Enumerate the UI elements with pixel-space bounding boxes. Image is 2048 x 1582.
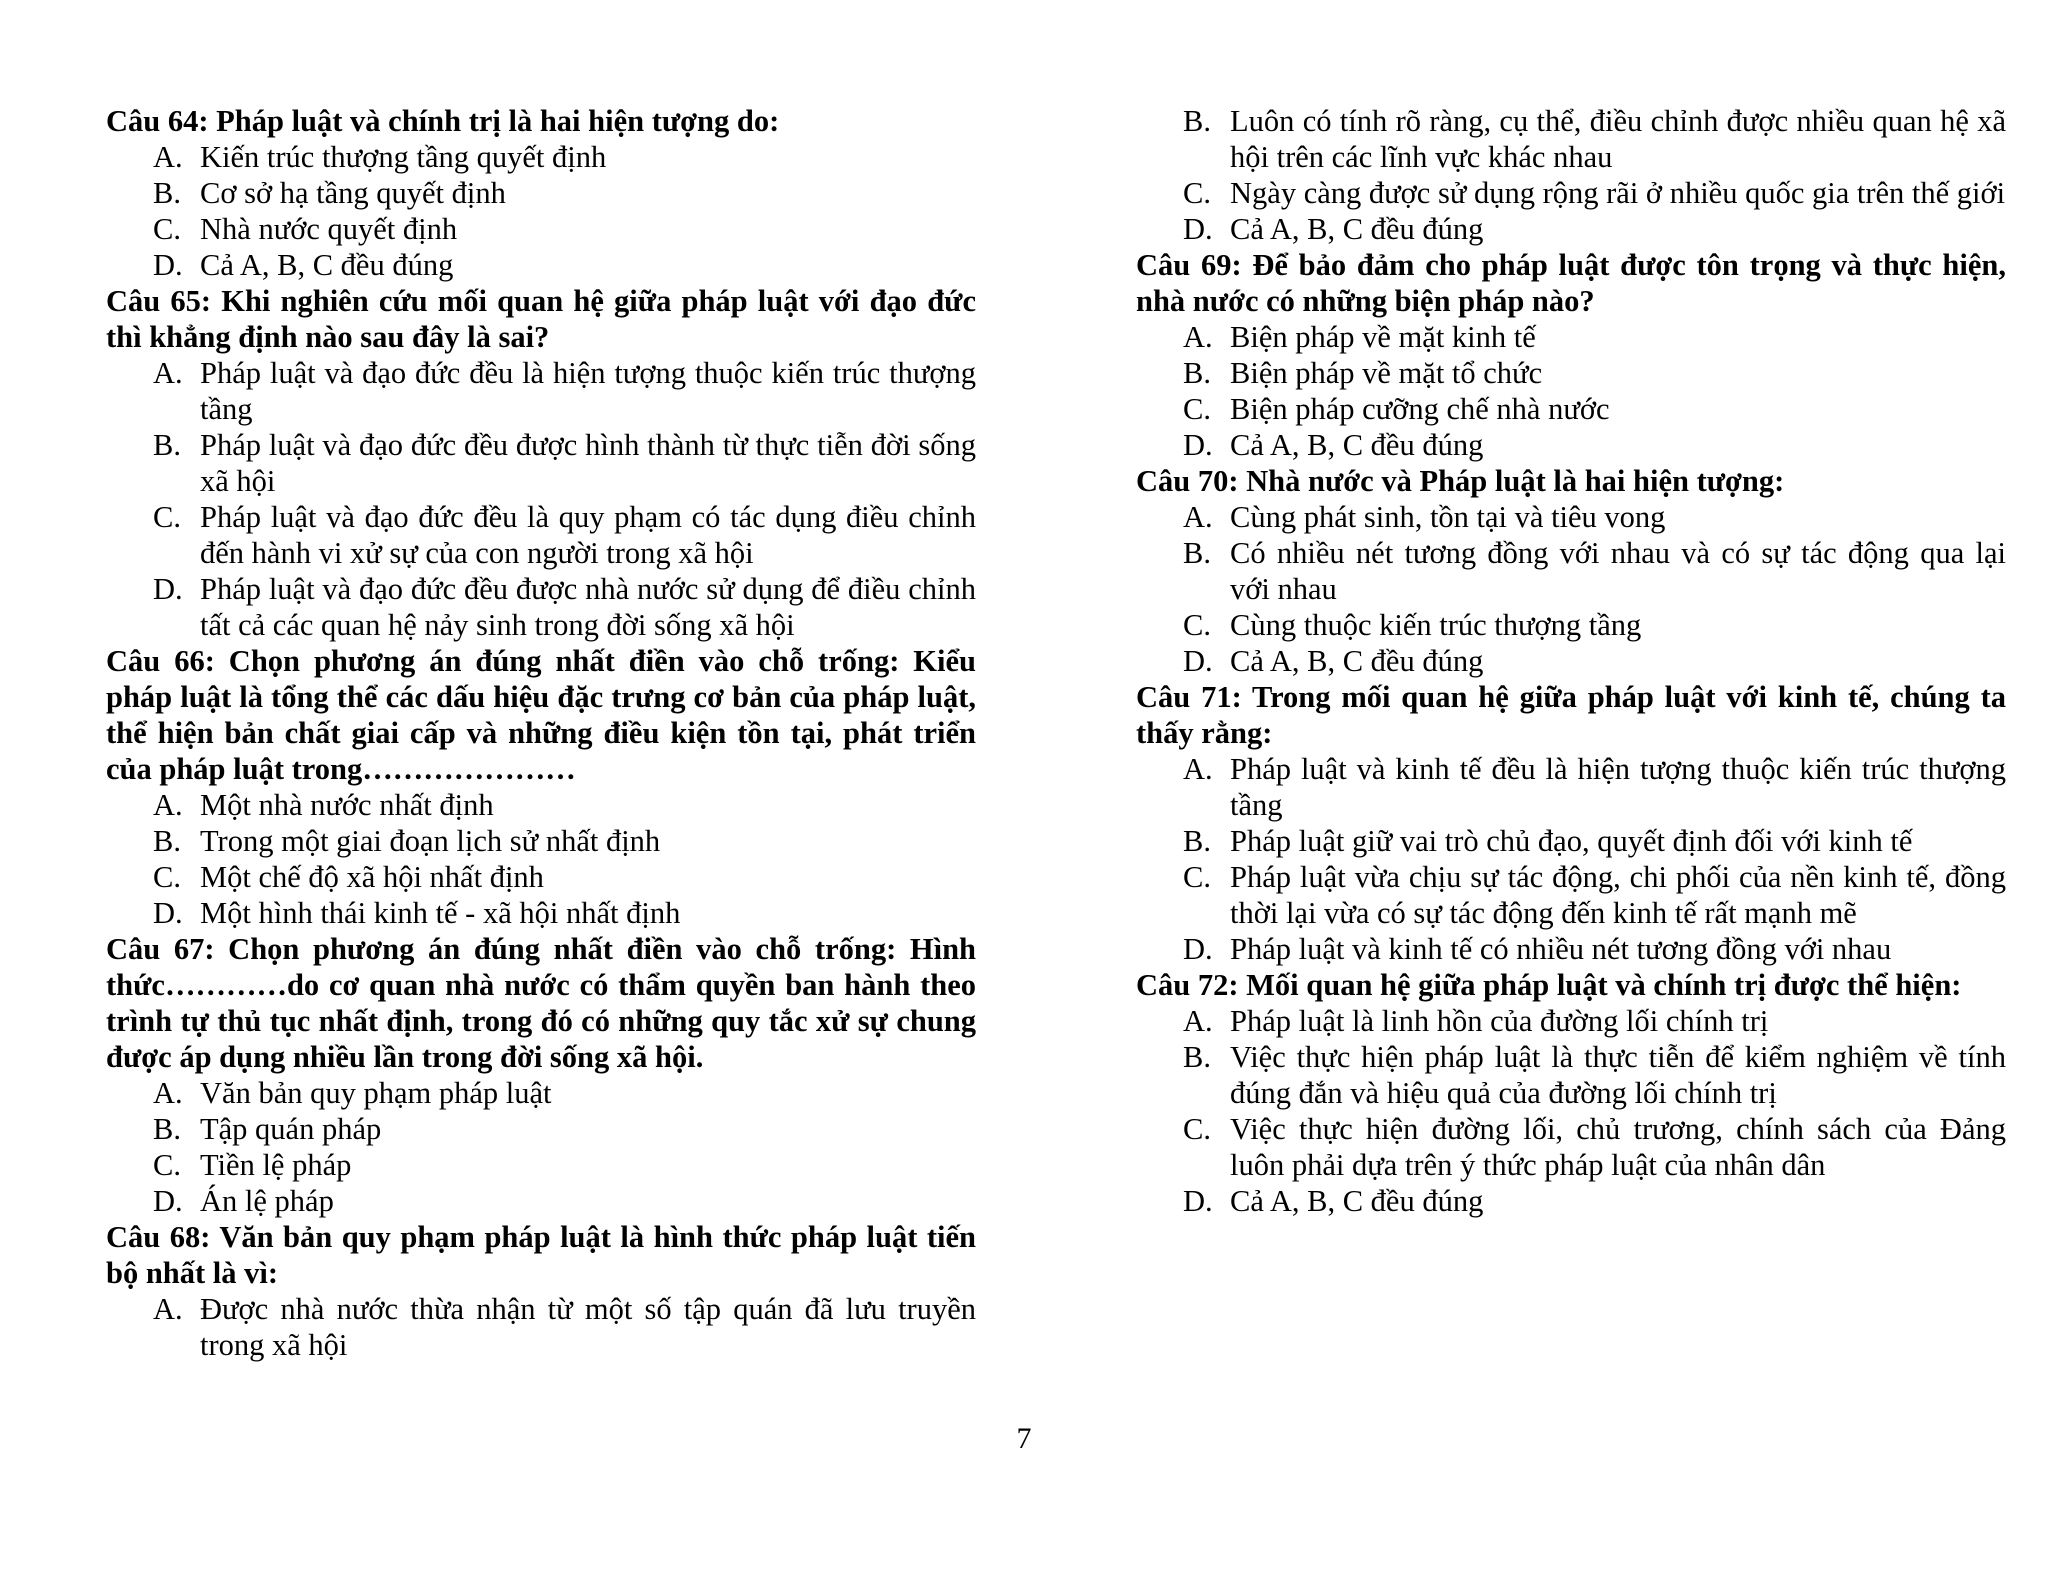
q72-option-b <box>1136 1039 2006 1111</box>
q69-option-a <box>1136 319 2006 355</box>
q69-option-c <box>1136 391 2006 427</box>
question-64: Câu 64: Pháp luật và chính trị là hai hiện tượng do: <box>106 104 780 138</box>
option-letter: D. <box>153 896 183 930</box>
option-letter: A. <box>153 356 183 390</box>
q68-option-c <box>1136 175 2006 211</box>
option-letter: B. <box>1183 356 1211 390</box>
question-67: Câu 67: Chọn phương án đúng nhất điền vào chỗ trống: Hình thức…………do cơ quan nhà nước có thẩm quyền ban hành theo trình tự thủ tục nhất định, trong đó có những quy tắc xử sự chung được áp dụng nhiều lần trong đời sống xã hội. <box>106 932 976 1074</box>
option-letter: A. <box>1183 752 1213 786</box>
option-text: Tiền lệ pháp <box>200 1148 352 1182</box>
q68-option-a <box>106 1291 976 1363</box>
option-letter: C. <box>153 500 181 534</box>
option-letter: D. <box>153 1184 183 1218</box>
option-text: Có nhiều nét tương đồng với nhau và có sự tác động qua lại với nhau <box>1230 536 2006 606</box>
option-text: Án lệ pháp <box>200 1184 334 1218</box>
option-text: Pháp luật và kinh tế đều là hiện tượng thuộc kiến trúc thượng tầng <box>1230 752 2006 822</box>
page-number: 7 <box>1016 1422 1032 1455</box>
q68-option-b <box>1136 103 2006 175</box>
q72-option-a <box>1136 1003 2006 1039</box>
option-letter: A. <box>153 788 183 822</box>
option-letter: D. <box>153 572 183 606</box>
q71-option-d <box>1136 931 2006 967</box>
q72-option-d <box>1136 1183 2006 1219</box>
option-text: Một hình thái kinh tế - xã hội nhất định <box>200 896 681 930</box>
option-text: Cùng phát sinh, tồn tại và tiêu vong <box>1230 500 1666 534</box>
option-letter: B. <box>1183 536 1211 570</box>
option-text: Pháp luật và đạo đức đều là hiện tượng thuộc kiến trúc thượng tầng <box>200 356 976 426</box>
option-text: Ngày càng được sử dụng rộng rãi ở nhiều quốc gia trên thế giới <box>1230 176 2006 210</box>
option-text: Luôn có tính rõ ràng, cụ thể, điều chỉnh được nhiều quan hệ xã hội trên các lĩnh vực khác nhau <box>1230 104 2006 174</box>
option-letter: C. <box>153 212 181 246</box>
option-text: Cơ sở hạ tầng quyết định <box>200 176 506 210</box>
option-text: Được nhà nước thừa nhận từ một số tập quán đã lưu truyền trong xã hội <box>200 1292 976 1362</box>
option-letter: A. <box>1183 500 1213 534</box>
option-letter: A. <box>153 140 183 174</box>
option-text: Việc thực hiện pháp luật là thực tiễn để kiểm nghiệm về tính đúng đắn và hiệu quả của đường lối chính trị <box>1230 1040 2006 1110</box>
q65-option-a <box>106 355 976 427</box>
q67-option-c <box>106 1147 976 1183</box>
q71-option-a <box>1136 751 2006 823</box>
q64-option-d <box>106 247 976 283</box>
q69-option-b <box>1136 355 2006 391</box>
question-65: Câu 65: Khi nghiên cứu mối quan hệ giữa pháp luật với đạo đức thì khẳng định nào sau đây là sai? <box>106 284 976 354</box>
option-letter: A. <box>1183 320 1213 354</box>
option-letter: D. <box>1183 428 1213 462</box>
option-letter: B. <box>1183 1040 1211 1074</box>
q66-option-c <box>106 859 976 895</box>
option-letter: C. <box>1183 860 1211 894</box>
option-letter: C. <box>1183 176 1211 210</box>
option-text: Biện pháp về mặt tổ chức <box>1230 356 1543 390</box>
option-text: Trong một giai đoạn lịch sử nhất định <box>200 824 661 858</box>
q65-option-c <box>106 499 976 571</box>
option-letter: D. <box>153 248 183 282</box>
option-letter: C. <box>153 860 181 894</box>
question-66: Câu 66: Chọn phương án đúng nhất điền vào chỗ trống: Kiểu pháp luật là tổng thể các dấu hiệu đặc trưng cơ bản của pháp luật, thể hiện bản chất giai cấp và những điều kiện tồn tại, phát triển của pháp luật trong………………… <box>106 644 976 786</box>
q65-option-b <box>106 427 976 499</box>
question-68: Câu 68: Văn bản quy phạm pháp luật là hình thức pháp luật tiến bộ nhất là vì: <box>106 1220 976 1290</box>
option-letter: B. <box>153 824 181 858</box>
option-letter: B. <box>153 1112 181 1146</box>
q71-option-c <box>1136 859 2006 931</box>
question-71: Câu 71: Trong mối quan hệ giữa pháp luật với kinh tế, chúng ta thấy rằng: <box>1136 680 2006 750</box>
option-text: Pháp luật là linh hồn của đường lối chính trị <box>1230 1004 1769 1038</box>
option-letter: C. <box>1183 392 1211 426</box>
q69-option-d <box>1136 427 2006 463</box>
option-text: Biện pháp cưỡng chế nhà nước <box>1230 392 1610 426</box>
right-column <box>1136 103 2006 1219</box>
option-text: Cả A, B, C đều đúng <box>1230 212 1484 246</box>
option-text: Một nhà nước nhất định <box>200 788 494 822</box>
option-letter: A. <box>1183 1004 1213 1038</box>
option-letter: A. <box>153 1076 183 1110</box>
q67-option-a <box>106 1075 976 1111</box>
option-text: Cả A, B, C đều đúng <box>1230 644 1484 678</box>
option-text: Cả A, B, C đều đúng <box>200 248 454 282</box>
q65-option-d <box>106 571 976 643</box>
q71-option-b <box>1136 823 2006 859</box>
option-text: Văn bản quy phạm pháp luật <box>200 1076 552 1110</box>
q68-option-d <box>1136 211 2006 247</box>
option-text: Cả A, B, C đều đúng <box>1230 1184 1484 1218</box>
option-text: Pháp luật và đạo đức đều là quy phạm có tác dụng điều chỉnh đến hành vi xử sự của con người trong xã hội <box>200 500 976 570</box>
q64-option-c <box>106 211 976 247</box>
option-letter: B. <box>153 428 181 462</box>
option-letter: D. <box>1183 932 1213 966</box>
option-letter: A. <box>153 1292 183 1326</box>
option-letter: D. <box>1183 1184 1213 1218</box>
q64-option-b <box>106 175 976 211</box>
option-text: Pháp luật vừa chịu sự tác động, chi phối của nền kinh tế, đồng thời lại vừa có sự tác động đến kinh tế rất mạnh mẽ <box>1230 860 2006 930</box>
option-letter: D. <box>1183 644 1213 678</box>
q70-option-c <box>1136 607 2006 643</box>
option-text: Cùng thuộc kiến trúc thượng tầng <box>1230 608 1642 642</box>
option-text: Biện pháp về mặt kinh tế <box>1230 320 1536 354</box>
q67-option-b <box>106 1111 976 1147</box>
q70-option-a <box>1136 499 2006 535</box>
q72-option-c <box>1136 1111 2006 1183</box>
option-letter: B. <box>1183 824 1211 858</box>
q64-option-a <box>106 139 976 175</box>
q70-option-d <box>1136 643 2006 679</box>
q67-option-d <box>106 1183 976 1219</box>
option-text: Pháp luật giữ vai trò chủ đạo, quyết định đối với kinh tế <box>1230 824 1913 858</box>
option-letter: B. <box>153 176 181 210</box>
option-letter: B. <box>1183 104 1211 138</box>
option-text: Pháp luật và kinh tế có nhiều nét tương đồng với nhau <box>1230 932 1892 966</box>
option-text: Nhà nước quyết định <box>200 212 458 246</box>
q66-option-a <box>106 787 976 823</box>
question-72: Câu 72: Mối quan hệ giữa pháp luật và chính trị được thể hiện: <box>1136 968 1962 1002</box>
option-text: Cả A, B, C đều đúng <box>1230 428 1484 462</box>
option-letter: C. <box>1183 1112 1211 1146</box>
option-text: Việc thực hiện đường lối, chủ trương, chính sách của Đảng luôn phải dựa trên ý thức pháp luật của nhân dân <box>1230 1112 2006 1182</box>
option-text: Pháp luật và đạo đức đều được nhà nước sử dụng để điều chỉnh tất cả các quan hệ nảy sinh trong đời sống xã hội <box>200 572 976 642</box>
question-69: Câu 69: Để bảo đảm cho pháp luật được tôn trọng và thực hiện, nhà nước có những biện pháp nào? <box>1136 248 2006 318</box>
question-70: Câu 70: Nhà nước và Pháp luật là hai hiện tượng: <box>1136 464 1785 498</box>
option-text: Một chế độ xã hội nhất định <box>200 860 544 894</box>
option-letter: C. <box>1183 608 1211 642</box>
left-column <box>106 103 976 1363</box>
option-text: Kiến trúc thượng tầng quyết định <box>200 140 607 174</box>
option-letter: C. <box>153 1148 181 1182</box>
q66-option-d <box>106 895 976 931</box>
q70-option-b <box>1136 535 2006 607</box>
option-text: Tập quán pháp <box>200 1112 382 1146</box>
option-text: Pháp luật và đạo đức đều được hình thành từ thực tiễn đời sống xã hội <box>200 428 976 498</box>
q66-option-b <box>106 823 976 859</box>
option-letter: D. <box>1183 212 1213 246</box>
